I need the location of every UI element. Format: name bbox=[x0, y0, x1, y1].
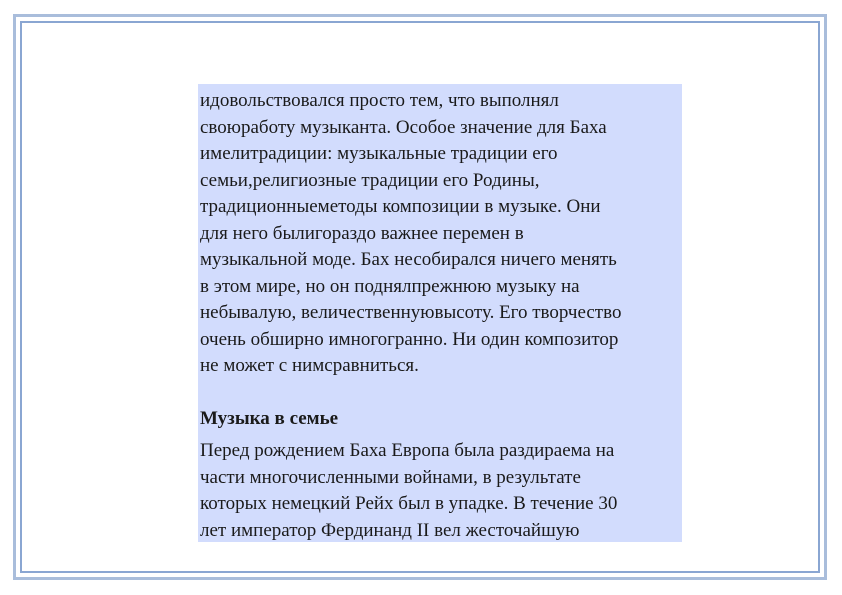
text-box bbox=[198, 84, 682, 542]
paragraph-europe-wars: Перед рождением Баха Европа была раздираема на части многочисленными войнами, в результате которых немецкий Рейх был в упадке. В течение 30 лет император Фердинанд II вел жесточайшую bbox=[200, 440, 618, 541]
section-heading: Музыка в семье bbox=[200, 407, 339, 429]
paragraph-bach-traditions: идовольствовался просто тем, что выполнял своюработу музыканта. Особое значение для Баха имелитрадиции: музыкальные традиции его семьи,религиозные традиции его Родины, традиционныеметоды композиции в музыке. Они для него былигораздо важнее перемен в музыкальной моде. Бах несобирался ничего менять в этом мире, но он поднялпрежнюю музыку на небывалую, величественнуювысоту. Его творчество очень обширно имногогранно. Ни один композитор не может с нимсравниться. bbox=[200, 90, 622, 376]
